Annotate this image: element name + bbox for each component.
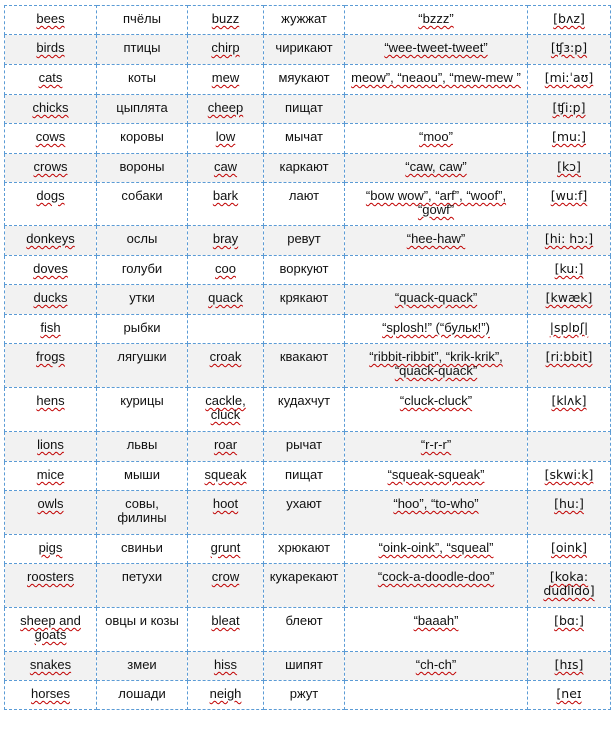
- russian-animal-cell: [97, 535, 188, 564]
- transcription-text: [hɪs]: [554, 657, 584, 672]
- transcription-cell: [528, 315, 611, 344]
- transcription-text: [kwæk]: [545, 290, 593, 305]
- animal-sounds-table: [4, 5, 611, 710]
- russian-animal-text: змеи: [127, 657, 157, 672]
- russian-verb-text: чирикают: [275, 40, 333, 55]
- english-verb-cell: [188, 535, 264, 564]
- transcription-text: [ʧi:p]: [552, 100, 586, 115]
- table-row: [5, 564, 611, 608]
- english-animal-text: owls: [37, 496, 64, 511]
- table-row: [5, 6, 611, 35]
- table-row: [5, 462, 611, 491]
- transcription-text: |splɒʃ|: [549, 320, 589, 335]
- english-verb-text: crow: [211, 569, 240, 584]
- russian-verb-cell: [264, 154, 345, 183]
- russian-verb-text: квакают: [279, 349, 329, 364]
- english-animal-cell: [5, 344, 97, 388]
- russian-verb-text: мяукают: [278, 70, 330, 85]
- transcription-cell: [528, 564, 611, 608]
- russian-verb-cell: [264, 535, 345, 564]
- english-verb-text: bleat: [211, 613, 240, 628]
- transcription-text: [skwi:k]: [544, 467, 594, 482]
- sound-cell: [345, 491, 528, 535]
- russian-verb-text: блеют: [285, 613, 323, 628]
- russian-verb-cell: [264, 226, 345, 256]
- english-animal-cell: [5, 154, 97, 183]
- russian-animal-cell: [97, 564, 188, 608]
- english-verb-cell: [188, 183, 264, 226]
- english-animal-cell: [5, 226, 97, 256]
- english-verb-text: hiss: [213, 657, 238, 672]
- russian-verb-text: лают: [288, 188, 320, 203]
- sound-cell: [345, 226, 528, 256]
- english-verb-text: bark: [212, 188, 239, 203]
- sound-cell: [345, 681, 528, 710]
- english-animal-text: cows: [35, 129, 66, 144]
- english-animal-cell: [5, 183, 97, 226]
- english-animal-cell: [5, 35, 97, 65]
- russian-animal-text: коты: [127, 70, 157, 85]
- russian-verb-cell: [264, 256, 345, 285]
- sound-text: “bzzz”: [418, 11, 454, 26]
- sound-text: “moo”: [419, 129, 453, 144]
- sound-text: “wee-tweet-tweet”: [384, 40, 488, 55]
- russian-animal-cell: [97, 124, 188, 154]
- russian-verb-text: пищат: [285, 467, 323, 482]
- sound-cell: [345, 285, 528, 315]
- english-animal-text: pigs: [38, 540, 63, 555]
- english-verb-text: quack: [208, 290, 243, 305]
- english-animal-cell: [5, 6, 97, 35]
- english-animal-cell: [5, 65, 97, 95]
- table-row: [5, 95, 611, 124]
- russian-animal-text: совы, филины: [117, 496, 167, 525]
- russian-animal-text: вороны: [119, 159, 165, 174]
- russian-animal-cell: [97, 344, 188, 388]
- russian-verb-cell: [264, 652, 345, 681]
- russian-animal-cell: [97, 226, 188, 256]
- sound-text: “caw, caw”: [405, 159, 467, 174]
- english-animal-cell: [5, 95, 97, 124]
- transcription-cell: [528, 6, 611, 35]
- sound-text: “ribbit-ribbit”, “krik-krik”, “quack-quack”: [369, 349, 503, 378]
- english-verb-text: cheep: [207, 100, 244, 115]
- transcription-text: [ku:]: [554, 261, 584, 276]
- russian-animal-cell: [97, 65, 188, 95]
- english-animal-text: birds: [36, 40, 65, 55]
- russian-animal-text: пчёлы: [123, 11, 161, 26]
- english-animal-text: cats: [38, 70, 63, 85]
- russian-verb-cell: [264, 608, 345, 652]
- sound-cell: [345, 256, 528, 285]
- russian-animal-cell: [97, 315, 188, 344]
- transcription-text: [kɔ]: [557, 159, 581, 174]
- transcription-text: [hi: hɔ:]: [544, 231, 594, 246]
- english-verb-cell: [188, 344, 264, 388]
- transcription-text: [neɪ: [556, 686, 582, 701]
- sound-text: “ch-ch”: [415, 657, 457, 672]
- english-animal-text: lions: [37, 437, 64, 452]
- sound-cell: [345, 388, 528, 432]
- russian-animal-cell: [97, 388, 188, 432]
- table-row: [5, 652, 611, 681]
- sound-cell: [345, 65, 528, 95]
- sound-cell: [345, 432, 528, 462]
- russian-verb-text: хрюкают: [277, 540, 331, 555]
- russian-animal-cell: [97, 35, 188, 65]
- russian-verb-text: мычат: [285, 129, 323, 144]
- english-animal-text: bees: [36, 11, 65, 26]
- english-animal-text: donkeys: [26, 231, 75, 246]
- russian-verb-cell: [264, 35, 345, 65]
- english-animal-text: ducks: [33, 290, 68, 305]
- sound-text: “cluck-cluck”: [399, 393, 473, 408]
- russian-animal-cell: [97, 432, 188, 462]
- english-animal-cell: [5, 681, 97, 710]
- russian-animal-cell: [97, 285, 188, 315]
- russian-animal-text: цыплята: [116, 100, 168, 115]
- english-animal-text: crows: [33, 159, 68, 174]
- english-animal-text: snakes: [29, 657, 72, 672]
- table-row: [5, 681, 611, 710]
- transcription-cell: [528, 183, 611, 226]
- russian-verb-text: ржут: [289, 686, 319, 701]
- english-verb-text: buzz: [211, 11, 240, 26]
- transcription-cell: [528, 388, 611, 432]
- english-verb-text: cackle, cluck: [205, 393, 246, 422]
- english-animal-cell: [5, 256, 97, 285]
- sound-text: “splosh!” (“бульк!”): [382, 320, 490, 335]
- russian-animal-cell: [97, 183, 188, 226]
- table-row: [5, 388, 611, 432]
- sound-text: meow”, “neaou”, “mew-mew ”: [351, 70, 521, 85]
- english-verb-text: coo: [215, 261, 236, 276]
- english-animal-text: fish: [40, 320, 61, 335]
- russian-verb-cell: [264, 462, 345, 491]
- russian-verb-cell: [264, 491, 345, 535]
- russian-verb-cell: [264, 681, 345, 710]
- table-row: [5, 226, 611, 256]
- russian-animal-text: овцы и козы: [105, 613, 179, 628]
- transcription-cell: [528, 256, 611, 285]
- russian-animal-text: коровы: [120, 129, 164, 144]
- sound-cell: [345, 35, 528, 65]
- transcription-cell: [528, 608, 611, 652]
- transcription-text: [hu:]: [554, 496, 584, 511]
- english-animal-text: frogs: [36, 349, 65, 364]
- english-animal-text: sheep and goats: [20, 613, 81, 642]
- english-verb-cell: [188, 491, 264, 535]
- russian-verb-cell: [264, 315, 345, 344]
- russian-animal-text: утки: [129, 290, 155, 305]
- english-verb-cell: [188, 681, 264, 710]
- russian-verb-text: рычат: [285, 437, 323, 452]
- table-row: [5, 315, 611, 344]
- table-row: [5, 256, 611, 285]
- english-verb-cell: [188, 226, 264, 256]
- russian-animal-cell: [97, 608, 188, 652]
- russian-animal-cell: [97, 95, 188, 124]
- english-verb-cell: [188, 285, 264, 315]
- russian-verb-text: ухают: [286, 496, 322, 511]
- english-animal-cell: [5, 535, 97, 564]
- russian-animal-text: рыбки: [123, 320, 161, 335]
- russian-verb-text: кудахчут: [277, 393, 331, 408]
- english-verb-cell: [188, 6, 264, 35]
- transcription-text: [ʧɜ:p]: [550, 40, 588, 55]
- sound-text: “quack-quack”: [394, 290, 478, 305]
- sound-cell: [345, 315, 528, 344]
- sound-text: “cock-a-doodle-doo”: [377, 569, 495, 584]
- english-verb-text: squeak: [204, 467, 247, 482]
- russian-verb-cell: [264, 564, 345, 608]
- russian-animal-text: мыши: [124, 467, 160, 482]
- transcription-cell: [528, 344, 611, 388]
- english-verb-cell: [188, 432, 264, 462]
- english-verb-cell: [188, 35, 264, 65]
- sound-text: “oink-oink”, “squeal”: [378, 540, 494, 555]
- english-verb-text: hoot: [212, 496, 239, 511]
- russian-animal-cell: [97, 462, 188, 491]
- russian-verb-text: крякают: [279, 290, 329, 305]
- english-verb-text: mew: [211, 70, 240, 85]
- russian-verb-text: кукарекают: [269, 569, 339, 584]
- transcription-text: [bɑ:]: [554, 613, 584, 628]
- table-row: [5, 285, 611, 315]
- russian-verb-cell: [264, 432, 345, 462]
- english-animal-text: horses: [30, 686, 71, 701]
- transcription-cell: [528, 535, 611, 564]
- sound-cell: [345, 535, 528, 564]
- english-verb-text: neigh: [209, 686, 242, 701]
- transcription-text: [ri:bbit]: [545, 349, 593, 364]
- transcription-cell: [528, 285, 611, 315]
- table-row: [5, 535, 611, 564]
- english-verb-text: roar: [213, 437, 238, 452]
- russian-animal-text: собаки: [121, 188, 163, 203]
- table-row: [5, 65, 611, 95]
- sound-cell: [345, 95, 528, 124]
- transcription-text: [mi:ˈaʊ]: [544, 70, 594, 85]
- sound-text: “hee-haw”: [406, 231, 466, 246]
- english-verb-text: caw: [213, 159, 238, 174]
- russian-animal-cell: [97, 681, 188, 710]
- russian-animal-cell: [97, 652, 188, 681]
- russian-animal-cell: [97, 256, 188, 285]
- english-verb-cell: [188, 95, 264, 124]
- english-animal-cell: [5, 432, 97, 462]
- sound-cell: [345, 344, 528, 388]
- sound-cell: [345, 124, 528, 154]
- english-verb-text: chirp: [211, 40, 240, 55]
- russian-verb-text: жужжат: [281, 11, 327, 26]
- english-animal-text: chicks: [32, 100, 69, 115]
- english-animal-cell: [5, 608, 97, 652]
- english-animal-text: hens: [36, 393, 65, 408]
- english-verb-cell: [188, 65, 264, 95]
- russian-animal-cell: [97, 6, 188, 35]
- russian-verb-text: воркуют: [279, 261, 329, 276]
- table-row: [5, 608, 611, 652]
- english-verb-cell: [188, 608, 264, 652]
- english-verb-cell: [188, 652, 264, 681]
- sound-cell: [345, 183, 528, 226]
- english-animal-text: doves: [33, 261, 68, 276]
- transcription-text: [mu:]: [551, 129, 587, 144]
- russian-animal-text: ослы: [126, 231, 158, 246]
- transcription-cell: [528, 65, 611, 95]
- russian-verb-cell: [264, 95, 345, 124]
- russian-animal-cell: [97, 491, 188, 535]
- russian-animal-text: лягушки: [117, 349, 167, 364]
- sound-cell: [345, 462, 528, 491]
- english-verb-cell: [188, 154, 264, 183]
- table-row: [5, 432, 611, 462]
- sound-text: “squeak-squeak”: [387, 467, 485, 482]
- russian-verb-cell: [264, 6, 345, 35]
- russian-verb-cell: [264, 183, 345, 226]
- english-verb-cell: [188, 124, 264, 154]
- transcription-cell: [528, 681, 611, 710]
- english-animal-cell: [5, 315, 97, 344]
- russian-animal-cell: [97, 154, 188, 183]
- sound-cell: [345, 154, 528, 183]
- english-animal-cell: [5, 124, 97, 154]
- russian-verb-text: шипят: [285, 657, 323, 672]
- table-row: [5, 183, 611, 226]
- transcription-text: [oink]: [550, 540, 588, 555]
- sound-text: “baaah”: [413, 613, 459, 628]
- russian-animal-text: петухи: [121, 569, 163, 584]
- transcription-cell: [528, 652, 611, 681]
- english-animal-text: mice: [36, 467, 65, 482]
- table-row: [5, 344, 611, 388]
- transcription-text: [klʌk]: [551, 393, 587, 408]
- transcription-cell: [528, 462, 611, 491]
- sound-text: “bow wow”, “arf”, “woof”, “gowf”: [365, 188, 507, 217]
- sound-cell: [345, 6, 528, 35]
- table-row: [5, 35, 611, 65]
- english-animal-cell: [5, 462, 97, 491]
- table-row: [5, 491, 611, 535]
- russian-animal-text: свиньи: [121, 540, 163, 555]
- table-row: [5, 124, 611, 154]
- transcription-cell: [528, 154, 611, 183]
- sound-text: “r-r-r”: [420, 437, 452, 452]
- english-verb-text: grunt: [210, 540, 241, 555]
- english-verb-cell: [188, 564, 264, 608]
- russian-verb-cell: [264, 124, 345, 154]
- russian-animal-text: птицы: [123, 40, 161, 55]
- english-verb-cell: [188, 256, 264, 285]
- russian-verb-text: пищат: [285, 100, 323, 115]
- english-animal-cell: [5, 388, 97, 432]
- sound-cell: [345, 564, 528, 608]
- table-row: [5, 154, 611, 183]
- english-verb-cell: [188, 462, 264, 491]
- russian-verb-text: ревут: [287, 231, 321, 246]
- english-verb-text: bray: [212, 231, 239, 246]
- transcription-cell: [528, 124, 611, 154]
- transcription-text: [wu:f]: [550, 188, 588, 203]
- russian-animal-text: лошади: [118, 686, 166, 701]
- english-verb-cell: [188, 315, 264, 344]
- english-verb-cell: [188, 388, 264, 432]
- russian-verb-cell: [264, 388, 345, 432]
- english-verb-text: croak: [209, 349, 242, 364]
- english-animal-text: roosters: [27, 569, 74, 584]
- russian-animal-text: курицы: [120, 393, 164, 408]
- transcription-cell: [528, 35, 611, 65]
- transcription-cell: [528, 432, 611, 462]
- russian-animal-text: львы: [126, 437, 158, 452]
- transcription-cell: [528, 491, 611, 535]
- transcription-text: [bʌz]: [553, 11, 585, 26]
- transcription-cell: [528, 226, 611, 256]
- sound-cell: [345, 608, 528, 652]
- english-verb-text: low: [215, 129, 236, 144]
- sound-text: “hoo”, “to-who”: [393, 496, 479, 511]
- english-animal-cell: [5, 285, 97, 315]
- russian-verb-cell: [264, 344, 345, 388]
- english-animal-text: dogs: [36, 188, 65, 203]
- sound-cell: [345, 652, 528, 681]
- russian-verb-text: каркают: [279, 159, 329, 174]
- english-animal-cell: [5, 652, 97, 681]
- russian-verb-cell: [264, 285, 345, 315]
- english-animal-cell: [5, 564, 97, 608]
- transcription-cell: [528, 95, 611, 124]
- russian-verb-cell: [264, 65, 345, 95]
- english-animal-cell: [5, 491, 97, 535]
- transcription-text: [koka: dudlido]: [543, 569, 595, 598]
- russian-animal-text: голуби: [121, 261, 163, 276]
